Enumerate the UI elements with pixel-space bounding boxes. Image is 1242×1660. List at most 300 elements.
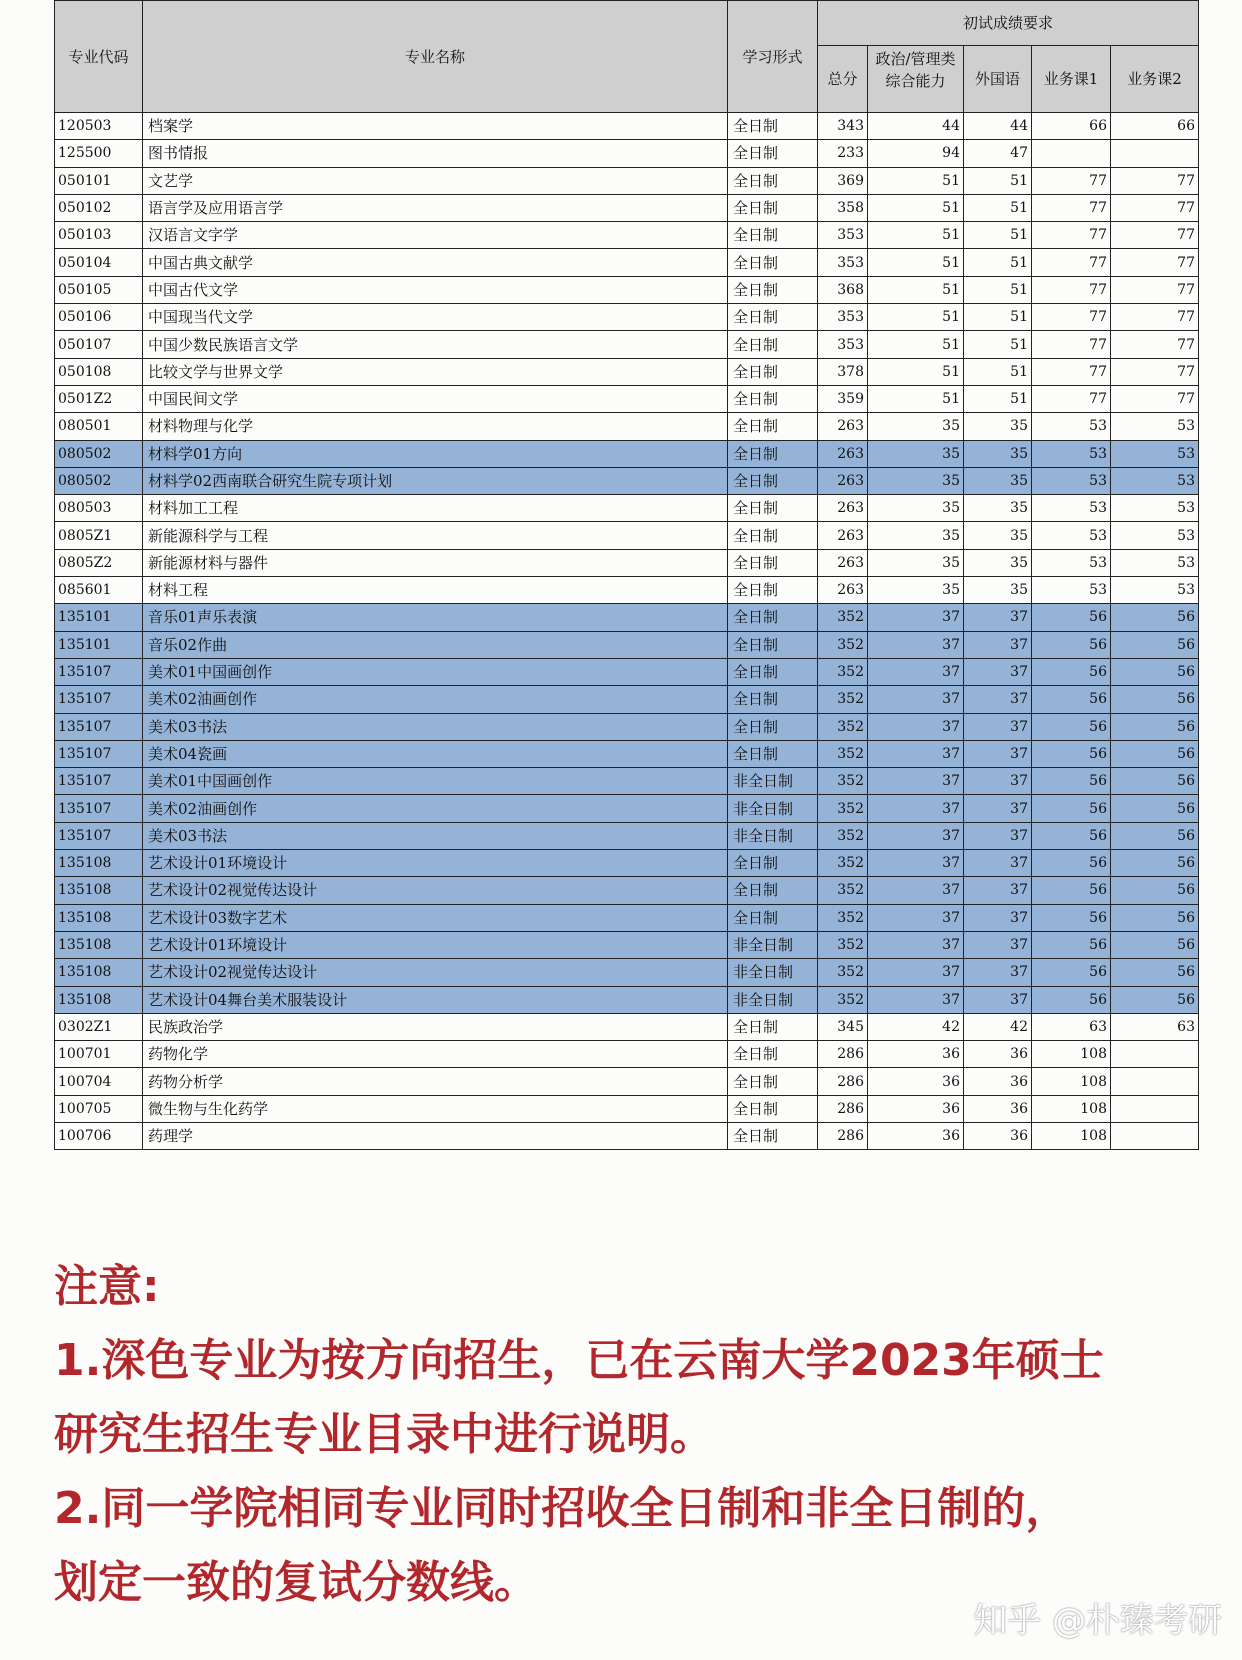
row-foreign: 37 — [964, 904, 1032, 931]
table-row — [55, 276, 1199, 303]
header-group: 初试成绩要求 — [818, 1, 1199, 46]
row-course1: 56 — [1032, 850, 1111, 877]
row-course2 — [1111, 1041, 1199, 1068]
row-course1: 77 — [1032, 385, 1111, 412]
table-row — [55, 222, 1199, 249]
row-course1: 53 — [1032, 549, 1111, 576]
header-code: 专业代码 — [55, 1, 143, 113]
row-mode: 全日制 — [728, 495, 818, 522]
row-politics: 37 — [868, 686, 964, 713]
row-name: 美术02油画创作 — [143, 795, 728, 822]
table-row — [55, 194, 1199, 221]
row-course2: 66 — [1111, 113, 1199, 140]
notes-section — [54, 1250, 1204, 1620]
row-name: 药物化学 — [143, 1041, 728, 1068]
row-course2: 53 — [1111, 522, 1199, 549]
row-politics: 37 — [868, 658, 964, 685]
row-mode: 全日制 — [728, 304, 818, 331]
row-mode: 全日制 — [728, 1013, 818, 1040]
row-mode: 非全日制 — [728, 795, 818, 822]
row-course2: 56 — [1111, 713, 1199, 740]
row-total: 352 — [818, 822, 868, 849]
row-mode: 全日制 — [728, 577, 818, 604]
row-code: 135108 — [55, 959, 143, 986]
row-politics: 37 — [868, 822, 964, 849]
row-code: 100704 — [55, 1068, 143, 1095]
row-course2: 56 — [1111, 822, 1199, 849]
row-politics: 36 — [868, 1068, 964, 1095]
row-course1: 56 — [1032, 740, 1111, 767]
row-code: 135107 — [55, 822, 143, 849]
row-name: 中国古代文学 — [143, 276, 728, 303]
row-foreign: 47 — [964, 140, 1032, 167]
row-course1: 77 — [1032, 331, 1111, 358]
row-mode: 全日制 — [728, 604, 818, 631]
table-row — [55, 331, 1199, 358]
table-row — [55, 358, 1199, 385]
row-politics: 35 — [868, 495, 964, 522]
row-code: 0302Z1 — [55, 1013, 143, 1040]
note-2-line-2: 划定一致的复试分数线。 — [54, 1557, 538, 1608]
row-mode: 全日制 — [728, 549, 818, 576]
row-politics: 37 — [868, 959, 964, 986]
row-name: 图书情报 — [143, 140, 728, 167]
row-course1: 56 — [1032, 686, 1111, 713]
row-course2: 63 — [1111, 1013, 1199, 1040]
header-politics: 政治/管理类综合能力 — [868, 46, 964, 113]
row-mode: 全日制 — [728, 331, 818, 358]
row-code: 120503 — [55, 113, 143, 140]
row-total: 263 — [818, 495, 868, 522]
row-code: 125500 — [55, 140, 143, 167]
row-course1: 66 — [1032, 113, 1111, 140]
row-course1: 56 — [1032, 904, 1111, 931]
row-course2 — [1111, 140, 1199, 167]
row-name: 美术01中国画创作 — [143, 658, 728, 685]
header-foreign: 外国语 — [964, 46, 1032, 113]
row-mode: 全日制 — [728, 140, 818, 167]
row-total: 286 — [818, 1122, 868, 1149]
table-row — [55, 495, 1199, 522]
row-mode: 全日制 — [728, 1068, 818, 1095]
row-total: 352 — [818, 713, 868, 740]
row-politics: 51 — [868, 358, 964, 385]
row-politics: 37 — [868, 986, 964, 1013]
row-total: 286 — [818, 1041, 868, 1068]
row-foreign: 51 — [964, 304, 1032, 331]
row-code: 100706 — [55, 1122, 143, 1149]
table-row — [55, 304, 1199, 331]
row-name: 材料学02西南联合研究生院专项计划 — [143, 467, 728, 494]
row-foreign: 37 — [964, 658, 1032, 685]
table-row — [55, 577, 1199, 604]
score-table — [54, 0, 1199, 1150]
row-politics: 35 — [868, 413, 964, 440]
row-name: 美术03书法 — [143, 822, 728, 849]
header-name: 专业名称 — [143, 1, 728, 113]
row-course1: 77 — [1032, 167, 1111, 194]
row-mode: 全日制 — [728, 249, 818, 276]
row-name: 中国古典文献学 — [143, 249, 728, 276]
row-mode: 非全日制 — [728, 822, 818, 849]
row-course2: 56 — [1111, 850, 1199, 877]
table-row — [55, 413, 1199, 440]
row-total: 286 — [818, 1095, 868, 1122]
row-politics: 35 — [868, 467, 964, 494]
table-row — [55, 931, 1199, 958]
row-course1: 53 — [1032, 440, 1111, 467]
row-name: 艺术设计01环境设计 — [143, 850, 728, 877]
row-foreign: 37 — [964, 931, 1032, 958]
row-mode: 非全日制 — [728, 959, 818, 986]
row-foreign: 35 — [964, 495, 1032, 522]
row-course1: 56 — [1032, 631, 1111, 658]
row-name: 美术04瓷画 — [143, 740, 728, 767]
row-name: 美术02油画创作 — [143, 686, 728, 713]
table-row — [55, 467, 1199, 494]
row-code: 135107 — [55, 658, 143, 685]
table-row — [55, 768, 1199, 795]
row-course1: 56 — [1032, 822, 1111, 849]
row-total: 352 — [818, 768, 868, 795]
row-course2 — [1111, 1095, 1199, 1122]
table-row — [55, 822, 1199, 849]
row-foreign: 51 — [964, 358, 1032, 385]
row-mode: 全日制 — [728, 194, 818, 221]
row-name: 材料加工工程 — [143, 495, 728, 522]
table-row — [55, 877, 1199, 904]
row-total: 263 — [818, 549, 868, 576]
row-mode: 全日制 — [728, 877, 818, 904]
row-politics: 35 — [868, 549, 964, 576]
row-name: 材料学01方向 — [143, 440, 728, 467]
row-foreign: 51 — [964, 167, 1032, 194]
row-course1: 56 — [1032, 986, 1111, 1013]
row-course1: 56 — [1032, 959, 1111, 986]
row-mode: 全日制 — [728, 658, 818, 685]
row-course2: 53 — [1111, 577, 1199, 604]
row-foreign: 51 — [964, 276, 1032, 303]
row-course1: 56 — [1032, 768, 1111, 795]
row-course2: 56 — [1111, 931, 1199, 958]
row-course2: 77 — [1111, 167, 1199, 194]
row-mode: 全日制 — [728, 740, 818, 767]
row-politics: 94 — [868, 140, 964, 167]
row-course2: 56 — [1111, 631, 1199, 658]
row-name: 比较文学与世界文学 — [143, 358, 728, 385]
row-politics: 51 — [868, 331, 964, 358]
notes-title: 注意: — [54, 1261, 160, 1312]
row-foreign: 36 — [964, 1122, 1032, 1149]
row-foreign: 37 — [964, 959, 1032, 986]
row-course1: 56 — [1032, 604, 1111, 631]
table-row — [55, 549, 1199, 576]
row-name: 新能源科学与工程 — [143, 522, 728, 549]
header-mode: 学习形式 — [728, 1, 818, 113]
row-total: 352 — [818, 931, 868, 958]
table-row — [55, 1013, 1199, 1040]
row-politics: 35 — [868, 522, 964, 549]
row-foreign: 35 — [964, 467, 1032, 494]
row-course2 — [1111, 1068, 1199, 1095]
row-name: 中国少数民族语言文学 — [143, 331, 728, 358]
row-foreign: 35 — [964, 577, 1032, 604]
row-course1: 77 — [1032, 249, 1111, 276]
row-politics: 35 — [868, 577, 964, 604]
row-course1: 53 — [1032, 522, 1111, 549]
row-course1: 77 — [1032, 276, 1111, 303]
table-row — [55, 385, 1199, 412]
row-foreign: 36 — [964, 1041, 1032, 1068]
row-politics: 37 — [868, 931, 964, 958]
row-code: 135108 — [55, 850, 143, 877]
row-total: 359 — [818, 385, 868, 412]
row-total: 263 — [818, 577, 868, 604]
row-code: 135108 — [55, 986, 143, 1013]
row-mode: 全日制 — [728, 467, 818, 494]
row-code: 135101 — [55, 604, 143, 631]
row-politics: 36 — [868, 1041, 964, 1068]
row-foreign: 37 — [964, 631, 1032, 658]
row-politics: 37 — [868, 904, 964, 931]
row-course2: 77 — [1111, 385, 1199, 412]
row-course2: 53 — [1111, 413, 1199, 440]
row-code: 135108 — [55, 904, 143, 931]
row-name: 美术01中国画创作 — [143, 768, 728, 795]
row-course2 — [1111, 1122, 1199, 1149]
row-foreign: 51 — [964, 194, 1032, 221]
row-course1: 63 — [1032, 1013, 1111, 1040]
row-politics: 51 — [868, 194, 964, 221]
row-code: 0501Z2 — [55, 385, 143, 412]
row-mode: 全日制 — [728, 276, 818, 303]
row-code: 050102 — [55, 194, 143, 221]
row-course2: 53 — [1111, 549, 1199, 576]
row-foreign: 37 — [964, 986, 1032, 1013]
row-course1: 108 — [1032, 1122, 1111, 1149]
row-total: 345 — [818, 1013, 868, 1040]
table-row — [55, 1122, 1199, 1149]
row-name: 语言学及应用语言学 — [143, 194, 728, 221]
row-total: 369 — [818, 167, 868, 194]
table-row — [55, 440, 1199, 467]
row-foreign: 51 — [964, 331, 1032, 358]
row-total: 353 — [818, 249, 868, 276]
row-code: 135107 — [55, 768, 143, 795]
row-code: 080503 — [55, 495, 143, 522]
row-name: 中国民间文学 — [143, 385, 728, 412]
row-course2: 53 — [1111, 440, 1199, 467]
row-total: 352 — [818, 631, 868, 658]
table-row — [55, 1068, 1199, 1095]
row-course2: 77 — [1111, 331, 1199, 358]
row-mode: 全日制 — [728, 167, 818, 194]
row-code: 050103 — [55, 222, 143, 249]
row-total: 263 — [818, 522, 868, 549]
row-code: 135107 — [55, 740, 143, 767]
table-row — [55, 1095, 1199, 1122]
row-total: 358 — [818, 194, 868, 221]
row-course2: 77 — [1111, 222, 1199, 249]
row-name: 艺术设计02视觉传达设计 — [143, 959, 728, 986]
row-course1: 53 — [1032, 577, 1111, 604]
row-mode: 全日制 — [728, 385, 818, 412]
row-politics: 37 — [868, 713, 964, 740]
row-course1: 77 — [1032, 222, 1111, 249]
row-foreign: 36 — [964, 1068, 1032, 1095]
row-course1: 53 — [1032, 495, 1111, 522]
row-course1: 108 — [1032, 1068, 1111, 1095]
row-total: 353 — [818, 222, 868, 249]
watermark: 知乎 @朴臻考研 — [973, 1601, 1222, 1641]
row-politics: 51 — [868, 222, 964, 249]
row-total: 233 — [818, 140, 868, 167]
note-1-line-2: 研究生招生专业目录中进行说明。 — [54, 1409, 714, 1460]
row-mode: 全日制 — [728, 904, 818, 931]
header-course1: 业务课1 — [1032, 46, 1111, 113]
row-course2: 56 — [1111, 604, 1199, 631]
row-total: 263 — [818, 413, 868, 440]
table-row — [55, 904, 1199, 931]
row-total: 286 — [818, 1068, 868, 1095]
row-mode: 全日制 — [728, 1041, 818, 1068]
table-header — [55, 1, 1199, 113]
row-foreign: 37 — [964, 686, 1032, 713]
row-name: 中国现当代文学 — [143, 304, 728, 331]
row-total: 352 — [818, 686, 868, 713]
table-row — [55, 522, 1199, 549]
header-course2: 业务课2 — [1111, 46, 1199, 113]
row-mode: 全日制 — [728, 713, 818, 740]
row-politics: 37 — [868, 877, 964, 904]
row-name: 音乐02作曲 — [143, 631, 728, 658]
row-course2: 56 — [1111, 959, 1199, 986]
row-foreign: 36 — [964, 1095, 1032, 1122]
row-name: 新能源材料与器件 — [143, 549, 728, 576]
row-name: 艺术设计02视觉传达设计 — [143, 877, 728, 904]
row-politics: 44 — [868, 113, 964, 140]
row-mode: 全日制 — [728, 222, 818, 249]
row-course1: 56 — [1032, 658, 1111, 685]
table-row — [55, 686, 1199, 713]
row-name: 音乐01声乐表演 — [143, 604, 728, 631]
table-row — [55, 795, 1199, 822]
row-politics: 51 — [868, 167, 964, 194]
table-row — [55, 113, 1199, 140]
row-total: 352 — [818, 795, 868, 822]
table-row — [55, 604, 1199, 631]
row-politics: 37 — [868, 631, 964, 658]
table-body — [55, 113, 1199, 1150]
note-2-line-1: 2.同一学院相同专业同时招收全日制和非全日制的， — [54, 1483, 1070, 1534]
row-name: 艺术设计04舞台美术服装设计 — [143, 986, 728, 1013]
row-total: 378 — [818, 358, 868, 385]
row-mode: 非全日制 — [728, 768, 818, 795]
row-code: 080502 — [55, 467, 143, 494]
row-code: 050107 — [55, 331, 143, 358]
row-mode: 非全日制 — [728, 986, 818, 1013]
row-code: 0805Z2 — [55, 549, 143, 576]
row-mode: 全日制 — [728, 358, 818, 385]
row-foreign: 35 — [964, 413, 1032, 440]
row-code: 085601 — [55, 577, 143, 604]
row-mode: 全日制 — [728, 440, 818, 467]
row-course2: 77 — [1111, 276, 1199, 303]
row-course1: 56 — [1032, 795, 1111, 822]
table-row — [55, 959, 1199, 986]
note-1-line-1: 1.深色专业为按方向招生，已在云南大学2023年硕士 — [54, 1335, 1104, 1386]
row-politics: 51 — [868, 385, 964, 412]
row-total: 263 — [818, 467, 868, 494]
row-foreign: 37 — [964, 850, 1032, 877]
row-course1: 108 — [1032, 1095, 1111, 1122]
row-name: 艺术设计03数字艺术 — [143, 904, 728, 931]
row-foreign: 37 — [964, 768, 1032, 795]
row-code: 050105 — [55, 276, 143, 303]
row-politics: 35 — [868, 440, 964, 467]
row-foreign: 51 — [964, 249, 1032, 276]
row-code: 050101 — [55, 167, 143, 194]
row-code: 100705 — [55, 1095, 143, 1122]
row-politics: 51 — [868, 249, 964, 276]
row-course2: 56 — [1111, 877, 1199, 904]
row-foreign: 37 — [964, 822, 1032, 849]
row-foreign: 37 — [964, 604, 1032, 631]
row-foreign: 42 — [964, 1013, 1032, 1040]
table-row — [55, 740, 1199, 767]
row-name: 药理学 — [143, 1122, 728, 1149]
row-mode: 全日制 — [728, 113, 818, 140]
row-code: 050104 — [55, 249, 143, 276]
row-code: 100701 — [55, 1041, 143, 1068]
row-politics: 51 — [868, 276, 964, 303]
row-foreign: 37 — [964, 740, 1032, 767]
row-politics: 36 — [868, 1095, 964, 1122]
row-total: 263 — [818, 440, 868, 467]
row-mode: 全日制 — [728, 1122, 818, 1149]
table-row — [55, 658, 1199, 685]
row-name: 文艺学 — [143, 167, 728, 194]
table-row — [55, 249, 1199, 276]
row-name: 汉语言文字学 — [143, 222, 728, 249]
row-total: 343 — [818, 113, 868, 140]
row-mode: 全日制 — [728, 631, 818, 658]
row-foreign: 37 — [964, 877, 1032, 904]
table-row — [55, 167, 1199, 194]
row-course1: 77 — [1032, 358, 1111, 385]
row-total: 352 — [818, 904, 868, 931]
row-mode: 非全日制 — [728, 931, 818, 958]
row-name: 药物分析学 — [143, 1068, 728, 1095]
row-course2: 56 — [1111, 986, 1199, 1013]
row-course1: 53 — [1032, 413, 1111, 440]
row-course1: 53 — [1032, 467, 1111, 494]
row-politics: 36 — [868, 1122, 964, 1149]
row-politics: 51 — [868, 304, 964, 331]
row-foreign: 51 — [964, 222, 1032, 249]
table-row — [55, 850, 1199, 877]
row-code: 050106 — [55, 304, 143, 331]
row-total: 352 — [818, 604, 868, 631]
row-politics: 37 — [868, 795, 964, 822]
row-code: 135107 — [55, 795, 143, 822]
row-course2: 56 — [1111, 904, 1199, 931]
row-code: 135108 — [55, 877, 143, 904]
row-total: 353 — [818, 331, 868, 358]
row-mode: 全日制 — [728, 686, 818, 713]
row-course1: 108 — [1032, 1041, 1111, 1068]
row-total: 368 — [818, 276, 868, 303]
